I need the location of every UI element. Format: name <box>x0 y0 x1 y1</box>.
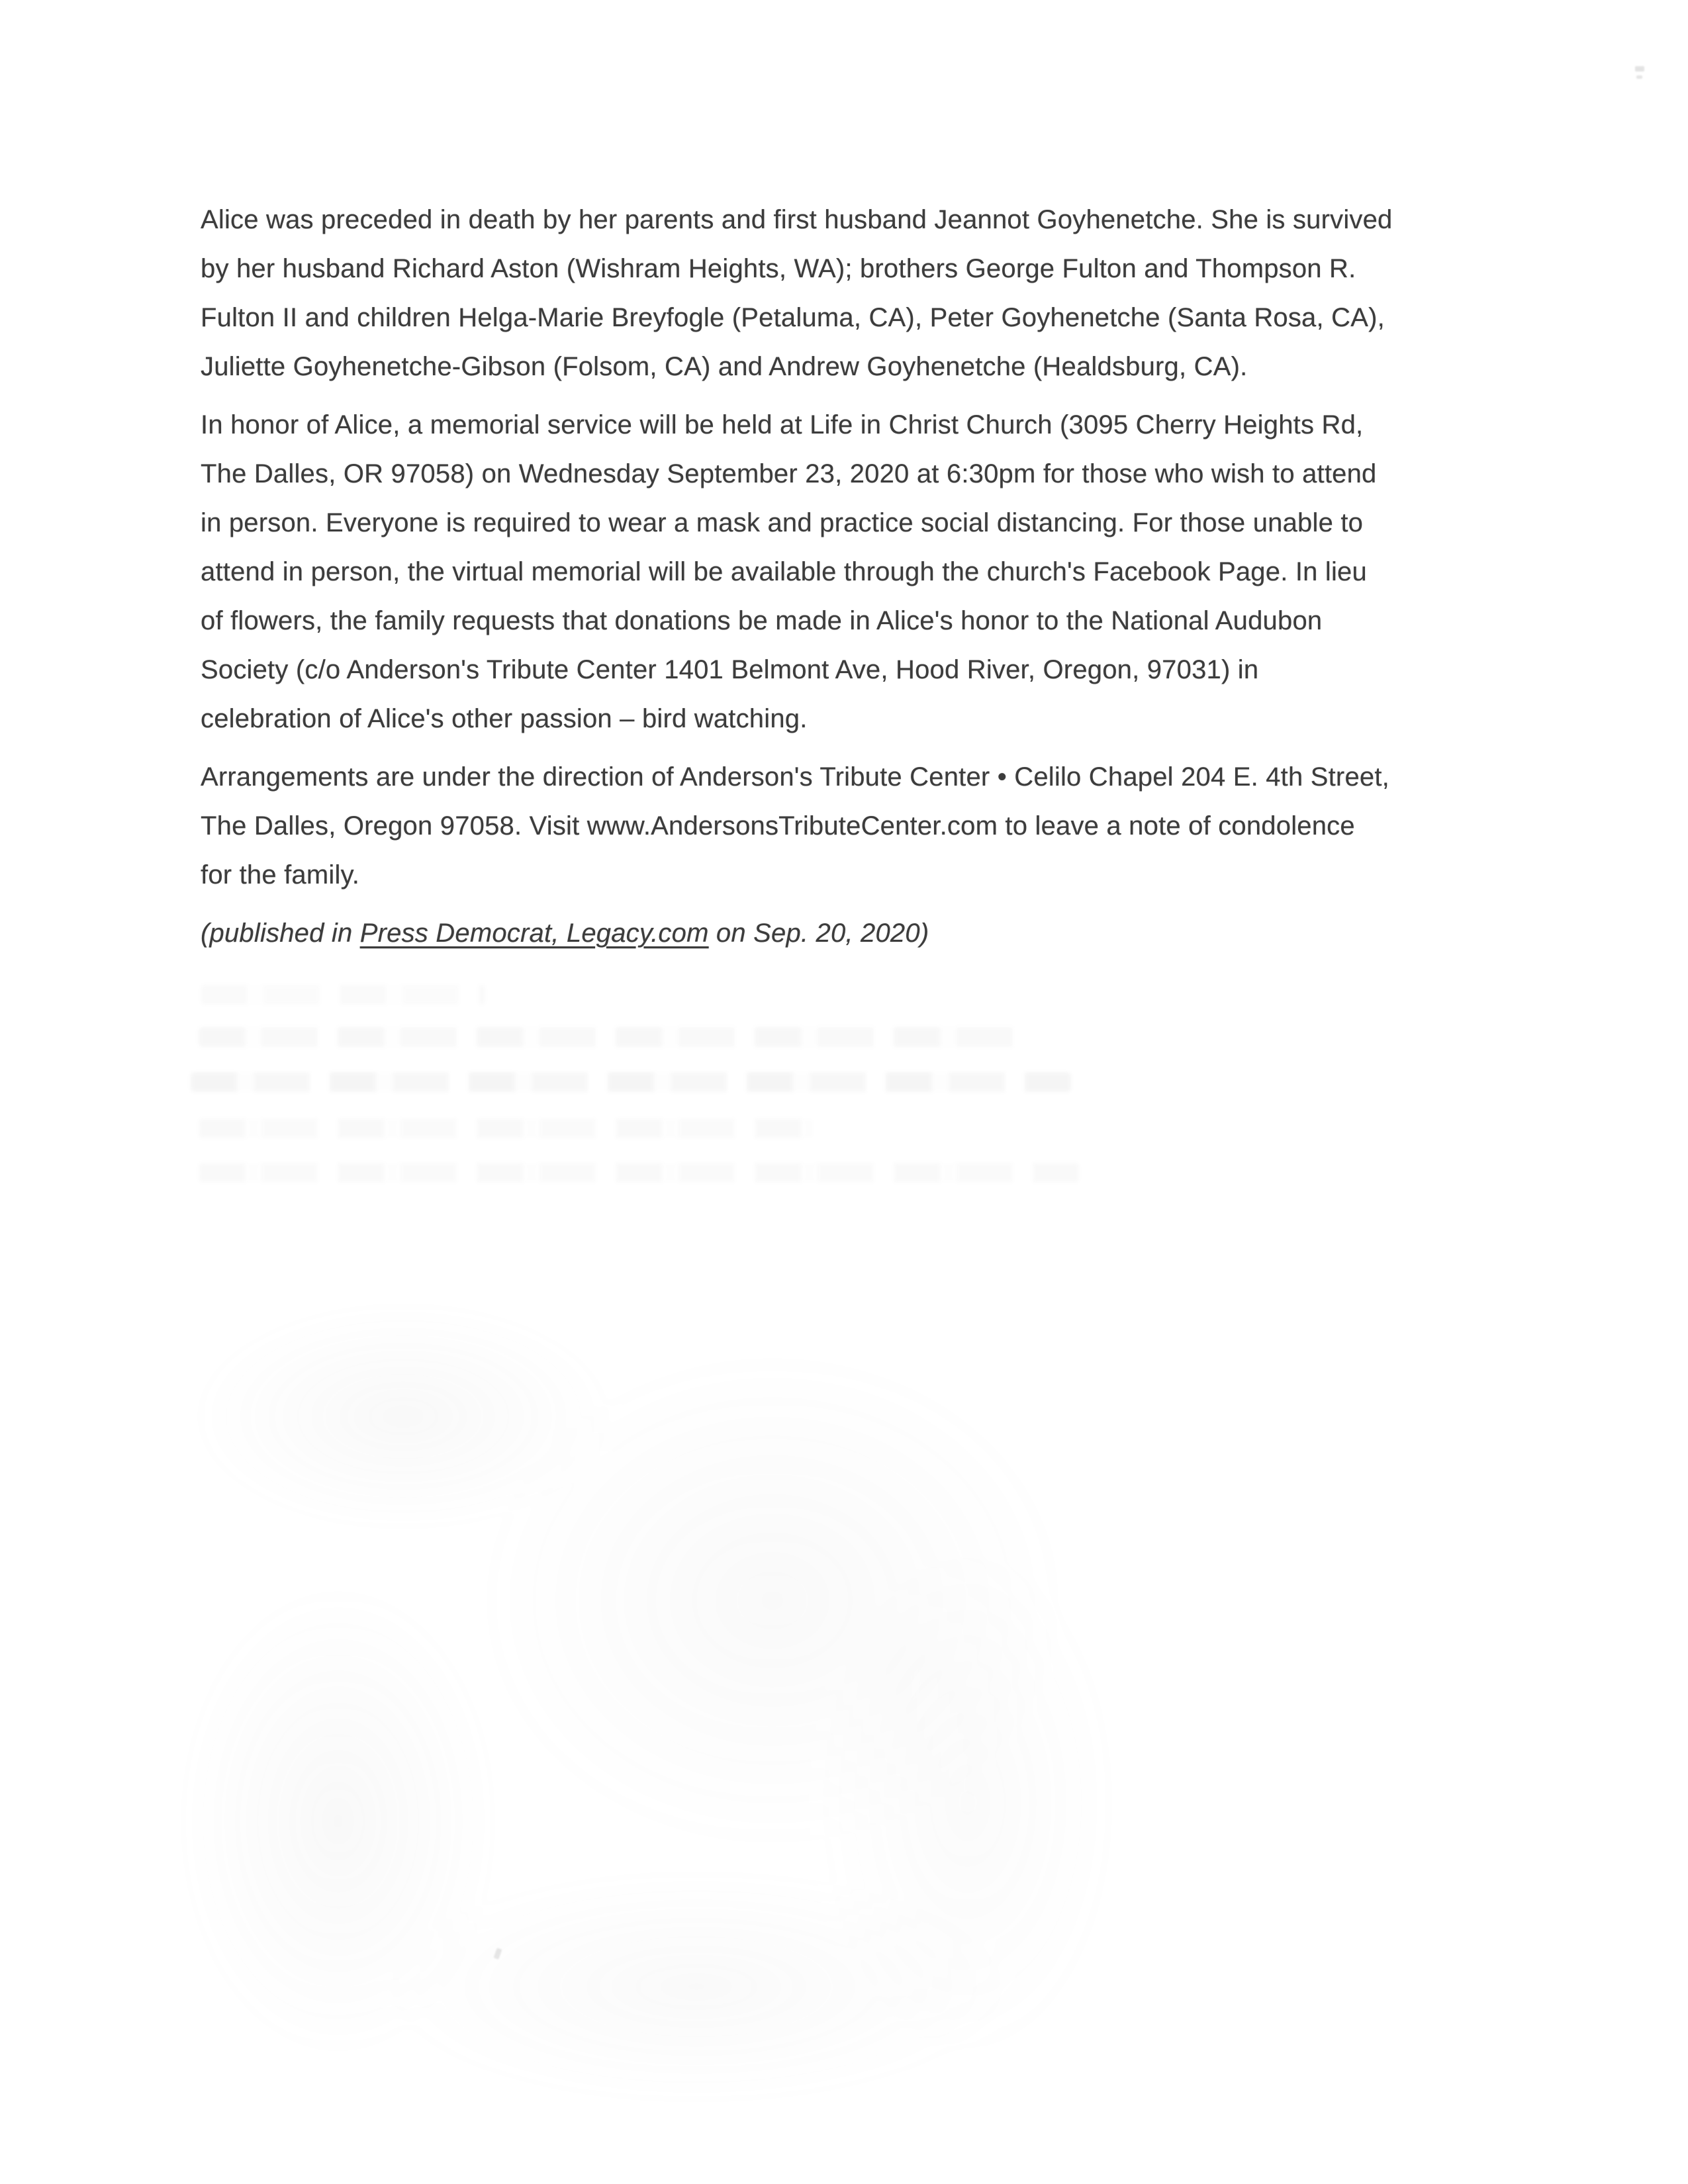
text-line: attend in person, the virtual memorial will be available through the church's Facebook Page. In lieu <box>201 557 1367 586</box>
text-line: of flowers, the family requests that donations be made in Alice's honor to the National Audubon <box>201 606 1323 635</box>
text-line: in person. Everyone is required to wear a mask and practice social distancing. For those unable to <box>201 508 1364 537</box>
text-line: The Dalles, Oregon 97058. Visit www.AndersonsTributeCenter.com to leave a note of condolence <box>201 811 1355 841</box>
text-line: celebration of Alice's other passion – bird watching. <box>201 704 808 733</box>
publication-prefix: (published in <box>201 919 360 948</box>
bleed-through-text-line <box>199 1118 814 1138</box>
text-line <box>201 909 1524 958</box>
text-line: Fulton II and children Helga-Marie Breyfogle (Petaluma, CA), Peter Goyhenetche (Santa Rosa, CA), <box>201 303 1385 332</box>
bleed-through-image <box>99 1251 1185 2171</box>
text-line: In honor of Alice, a memorial service will be held at Life in Christ Church (3095 Cherry Heights Rd, <box>201 410 1364 439</box>
publication-source-link: Press Democrat, Legacy.com <box>359 919 709 948</box>
paragraph-arrangements <box>201 752 1524 899</box>
text-line: Society (c/o Anderson's Tribute Center 1401 Belmont Ave, Hood River, Oregon, 97031) in <box>201 655 1259 684</box>
bleed-through-text-line <box>199 1163 1079 1183</box>
text-line: by her husband Richard Aston (Wishram Heights, WA); brothers George Fulton and Thompson R. <box>201 254 1356 283</box>
paragraph-memorial-service <box>201 400 1524 743</box>
paragraph-survivors <box>201 195 1524 391</box>
text-line: The Dalles, OR 97058) on Wednesday September 23, 2020 at 6:30pm for those who wish to attend <box>201 459 1377 488</box>
scan-speck <box>1635 66 1644 71</box>
text-line: Alice was preceded in death by her parents and first husband Jeannot Goyhenetche. She is survived <box>201 205 1393 234</box>
text-line: Juliette Goyhenetche-Gibson (Folsom, CA) and Andrew Goyhenetche (Healdsburg, CA). <box>201 352 1248 381</box>
bleed-through-text-line <box>201 985 485 1005</box>
text-line: Arrangements are under the direction of Anderson's Tribute Center • Celilo Chapel 204 E. 4th Street, <box>201 762 1389 792</box>
bleed-through-text-line <box>199 1027 1033 1047</box>
bleed-through-text-line <box>191 1072 1071 1092</box>
publication-suffix: on Sep. 20, 2020) <box>708 919 929 948</box>
publication-note <box>201 909 1524 958</box>
obituary-text <box>201 195 1524 967</box>
text-line: for the family. <box>201 860 360 889</box>
